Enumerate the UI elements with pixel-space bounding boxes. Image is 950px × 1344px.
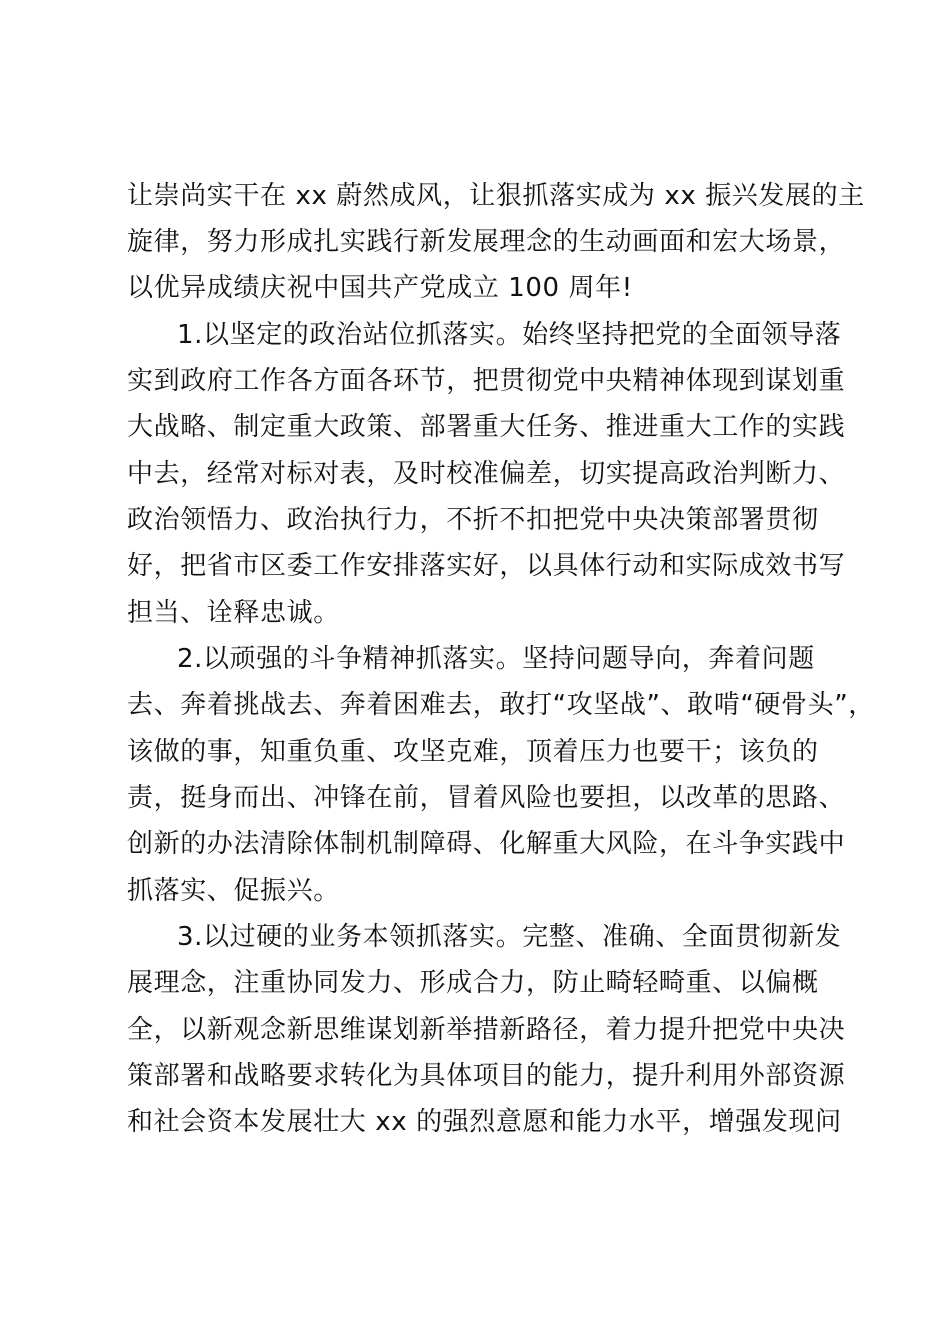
item-1-line-2: 实到政府工作各方面各环节，把贯彻党中央精神体现到谋划重 xyxy=(127,366,846,396)
item-3-line-1: 3.以过硬的业务本领抓落实。完整、准确、全面贯彻新发 xyxy=(177,922,842,952)
item-3-line-2: 展理念，注重协同发力、形成合力，防止畸轻畸重、以偏概 xyxy=(127,968,819,998)
item-2-line-5: 创新的办法清除体制机制障碍、化解重大风险，在斗争实践中 xyxy=(127,829,846,859)
item-2-line-2: 去、奔着挑战去、奔着困难去，敢打“攻坚战”、敢啃“硬骨头”， xyxy=(127,690,875,720)
item-3-line-3: 全，以新观念新思维谋划新举措新路径，着力提升把党中央决 xyxy=(127,1015,846,1045)
intro-line-1: 让崇尚实干在 xx 蔚然成风，让狠抓落实成为 xx 振兴发展的主 xyxy=(127,181,865,211)
item-1-line-3: 大战略、制定重大政策、部署重大任务、推进重大工作的实践 xyxy=(127,412,846,442)
intro-line-3: 以优异成绩庆祝中国共产党成立 100 周年! xyxy=(127,273,633,303)
item-2-line-1: 2.以顽强的斗争精神抓落实。坚持问题导向，奔着问题 xyxy=(177,644,815,674)
item-1-line-7: 担当、诠释忠诚。 xyxy=(127,598,340,628)
intro-line-2: 旋律，努力形成扎实践行新发展理念的生动画面和宏大场景， xyxy=(127,227,846,257)
item-1-line-5: 政治领悟力、政治执行力，不折不扣把党中央决策部署贯彻 xyxy=(127,505,819,535)
item-3-line-5: 和社会资本发展壮大 xx 的强烈意愿和能力水平，增强发现问 xyxy=(127,1107,842,1137)
item-2-line-6: 抓落实、促振兴。 xyxy=(127,876,340,906)
item-2-line-3: 该做的事，知重负重、攻坚克难，顶着压力也要干；该负的 xyxy=(127,737,819,767)
item-3-line-4: 策部署和战略要求转化为具体项目的能力，提升利用外部资源 xyxy=(127,1061,846,1091)
item-1-line-6: 好，把省市区委工作安排落实好，以具体行动和实际成效书写 xyxy=(127,551,846,581)
item-1-line-4: 中去，经常对标对表，及时校准偏差，切实提高政治判断力、 xyxy=(127,459,846,489)
item-1-line-1: 1.以坚定的政治站位抓落实。始终坚持把党的全面领导落 xyxy=(177,320,842,350)
item-2-line-4: 责，挺身而出、冲锋在前，冒着风险也要担，以改革的思路、 xyxy=(127,783,846,813)
